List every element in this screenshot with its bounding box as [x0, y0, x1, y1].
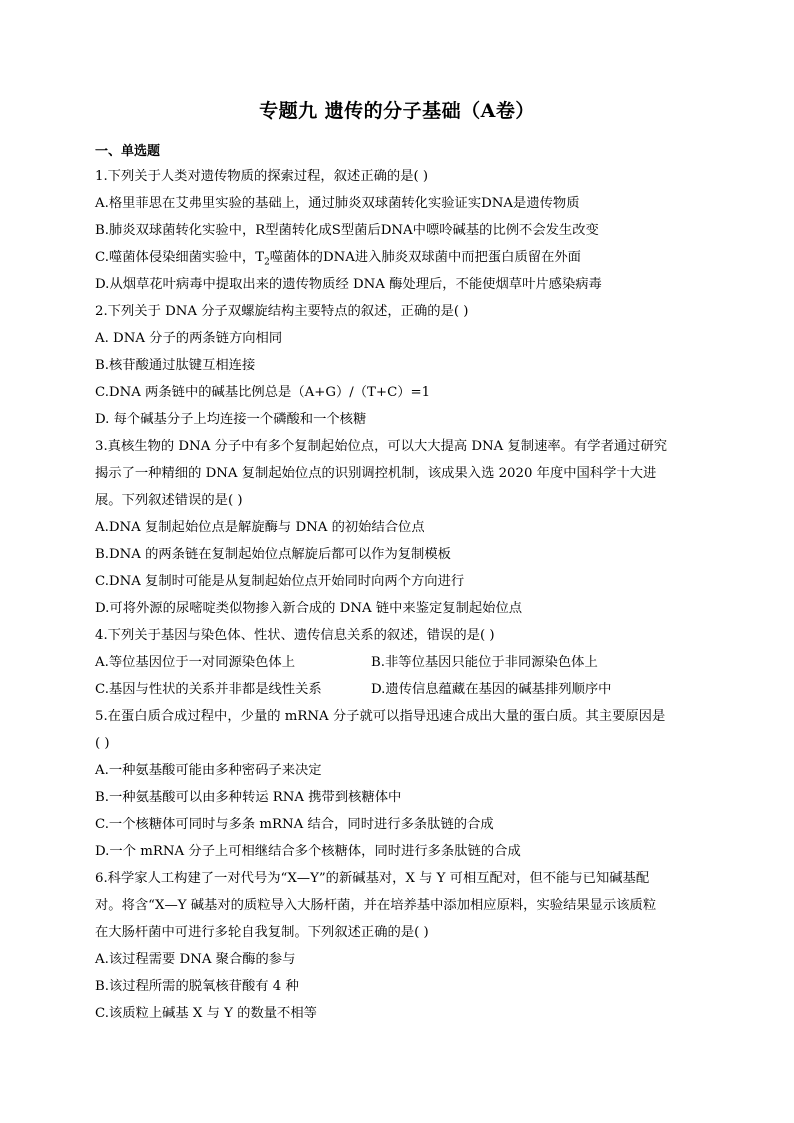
option-c-text-rest: 噬菌体的DNA进入肺炎双球菌中而把蛋白质留在外面: [269, 250, 581, 265]
option-a: A.一种氨基酸可能由多种密码子来决定: [95, 763, 322, 778]
option-c-text: C.噬菌体侵染细菌实验中，T: [95, 250, 265, 265]
question-stem: 1.下列关于人类对遗传物质的探索过程，叙述正确的是( ): [95, 169, 429, 184]
option-b: B.该过程所需的脱氧核苷酸有 4 种: [95, 979, 299, 994]
option-a: A.DNA 复制起始位点是解旋酶与 DNA 的初始结合位点: [95, 520, 425, 535]
option-c: C.DNA 两条链中的碱基比例总是（A+G）/（T+C）=1: [95, 385, 431, 400]
option-row: [95, 649, 705, 676]
question-stem: 3.真核生物的 DNA 分子中有多个复制起始位点，可以大大提高 DNA 复制速率。有学者通过研究: [95, 439, 668, 454]
option-c: C.该质粒上碱基 X 与 Y 的数量不相等: [95, 1006, 317, 1021]
question-stem: 6.科学家人工构建了一对代号为“X—Y”的新碱基对，X 与 Y 可相互配对，但不能与已知碱基配: [95, 871, 650, 886]
question-stem: ( ): [95, 736, 110, 751]
question-2: [95, 298, 705, 433]
question-list: [95, 141, 705, 1027]
option-a: A.该过程需要 DNA 聚合酶的参与: [95, 952, 296, 967]
question-5: [95, 703, 705, 865]
option-d: D.从烟草花叶病毒中提取出来的遗传物质经 DNA 酶处理后，不能使烟草叶片感染病毒: [95, 277, 602, 292]
option-b: B.核苷酸通过肽键互相连接: [95, 358, 256, 373]
option-b: B.DNA 的两条链在复制起始位点解旋后都可以作为复制模板: [95, 547, 451, 562]
option-b: B.一种氨基酸可以由多种转运 RNA 携带到核糖体中: [95, 790, 402, 805]
option-d: D. 每个碱基分子上均连接一个磷酸和一个核糖: [95, 412, 367, 427]
question-3: [95, 433, 705, 622]
option-row: [95, 676, 705, 703]
section-heading: 一、单选题: [95, 144, 161, 159]
document-title: 专题九 遗传的分子基础（A卷）: [259, 100, 535, 122]
option-b: B.非等位基因只能位于非同源染色体上: [371, 655, 598, 670]
question-stem: 对。将含“X—Y 碱基对的质粒导入大肠杆菌，并在培养基中添加相应原料，实验结果显示该质粒: [95, 898, 657, 913]
option-a: A.等位基因位于一对同源染色体上: [95, 655, 295, 670]
option-c: [95, 244, 705, 271]
question-1: [95, 163, 705, 298]
option-a: A. DNA 分子的两条链方向相同: [95, 331, 283, 346]
option-d: D.可将外源的尿嘧啶类似物掺入新合成的 DNA 链中来鉴定复制起始位点: [95, 601, 523, 616]
question-4: [95, 622, 705, 703]
question-stem: 在大肠杆菌中可进行多轮自我复制。下列叙述正确的是( ): [95, 925, 429, 940]
option-d: D.遗传信息蕴藏在基因的碱基排列顺序中: [371, 682, 612, 697]
option-c: C.一个核糖体可同时与多条 mRNA 结合，同时进行多条肽链的合成: [95, 817, 494, 832]
option-b: B.肺炎双球菌转化实验中，R型菌转化成S型菌后DNA中嘌呤碱基的比例不会发生改变: [95, 223, 599, 238]
subscript: 2: [264, 257, 270, 268]
question-stem: 展。下列叙述错误的是( ): [95, 493, 243, 508]
question-stem: 5.在蛋白质合成过程中，少量的 mRNA 分子就可以指导迅速合成出大量的蛋白质。其主要原因是: [95, 709, 666, 724]
question-6: [95, 865, 705, 1027]
question-stem: 2.下列关于 DNA 分子双螺旋结构主要特点的叙述，正确的是( ): [95, 304, 469, 319]
option-d: D.一个 mRNA 分子上可相继结合多个核糖体，同时进行多条肽链的合成: [95, 844, 521, 859]
option-a: A.格里菲思在艾弗里实验的基础上，通过肺炎双球菌转化实验证实DNA是遗传物质: [95, 196, 580, 211]
option-c: C.DNA 复制时可能是从复制起始位点开始同时向两个方向进行: [95, 574, 465, 589]
question-stem: 揭示了一种精细的 DNA 复制起始位点的识别调控机制，该成果入选 2020 年度中国科学十大进: [95, 466, 657, 481]
option-c: C.基因与性状的关系并非都是线性关系: [95, 682, 322, 697]
question-stem: 4.下列关于基因与染色体、性状、遗传信息关系的叙述，错误的是( ): [95, 628, 495, 643]
